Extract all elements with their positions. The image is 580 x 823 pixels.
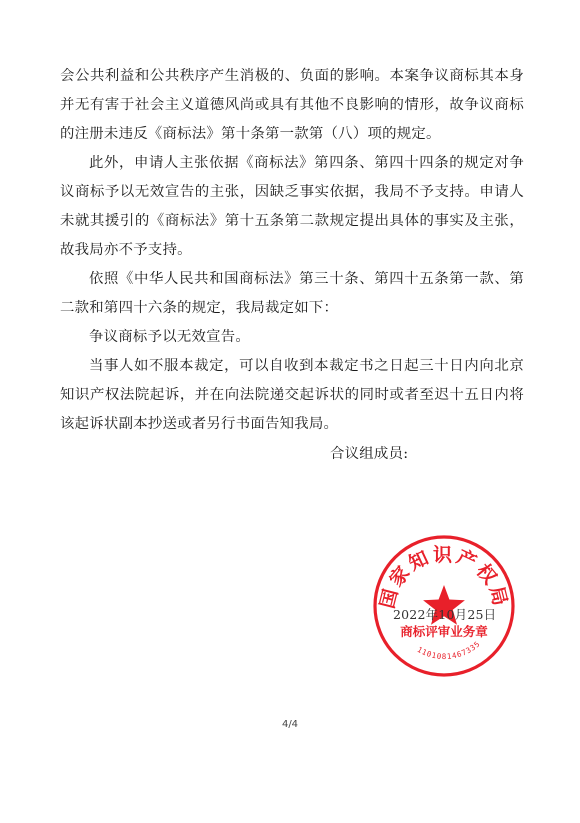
seal-serial-number: 1101081467335	[415, 639, 483, 662]
paragraph-applicant-claims: 此外，申请人主张依据《商标法》第四条、第四十四条的规定对争议商标予以无效宣告的主张，因缺乏事实依据，我局不予支持。申请人未就其援引的《商标法》第十五条第二款规定提出具体的事实及主张，故我局亦不予支持。	[60, 155, 524, 258]
paragraph-legal-basis: 依照《中华人民共和国商标法》第三十条、第四十五条第一款、第二款和第四十六条的规定，我局裁定如下：	[60, 271, 524, 316]
page-number: 4/4	[281, 719, 299, 730]
official-seal	[371, 533, 517, 679]
seal-arc-text: 国家知识产权局	[376, 544, 512, 611]
seal-inner-text: 商标评审业务章	[400, 624, 488, 639]
paragraph-appeal-notice: 当事人如不服本裁定，可以自收到本裁定书之日起三十日内向北京知识产权法院起诉，并在向法院递交起诉状的同时或者至迟十五日内将该起诉状副本抄送或者另行书面告知我局。	[60, 358, 524, 432]
decision-date: 2022年10月25日	[393, 607, 497, 622]
paragraph-ruling: 争议商标予以无效宣告。	[89, 329, 251, 345]
paragraph-continuation: 会公共利益和公共秩序产生消极的、负面的影响。本案争议商标其本身并无有害于社会主义道德风尚或具有其他不良影响的情形，故争议商标的注册未违反《商标法》第十条第一款第（八）项的规定。	[60, 68, 524, 142]
document-body	[60, 62, 524, 439]
panel-members-label: 合议组成员:	[330, 446, 409, 462]
